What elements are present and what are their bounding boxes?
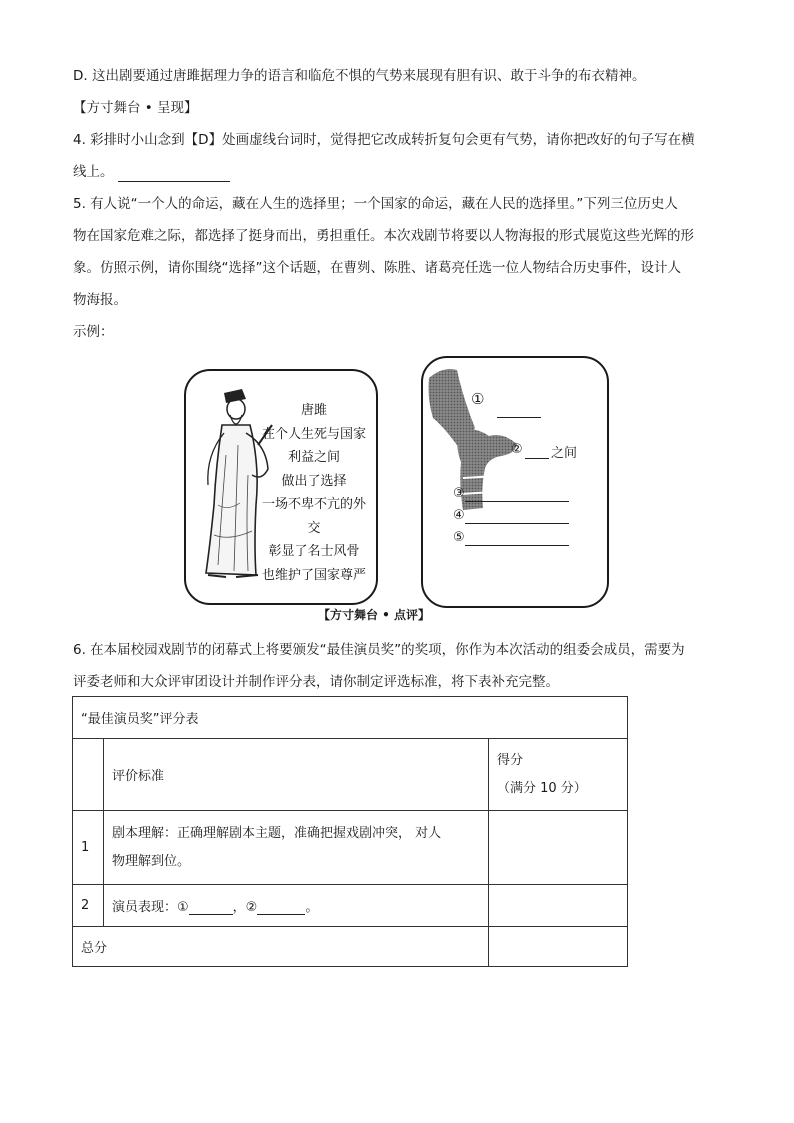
marker-4: ④: [453, 508, 465, 523]
poster-template-blank: [421, 356, 609, 608]
poster-line: 在个人生死与国家: [261, 426, 366, 442]
score-cell[interactable]: [489, 885, 628, 927]
question-5-line-3: 象。仿照示例，请你围绕“选择”这个话题，在曹刿、陈胜、诸葛亮任选一位人物结合历史事件，设计人: [73, 260, 681, 276]
poster-line: 利益之间: [287, 450, 340, 465]
question-6-line-1: 6. 在本届校园戏剧节的闭幕式上将要颁发“最佳演员奖”的奖项，你作为本次活动的组委会成员，需要为: [73, 642, 685, 658]
poster-line: 唐雎: [300, 403, 327, 418]
option-d-text: D. 这出剧要通过唐雎据理力争的语言和临危不惧的气势来展现有胆有识、敢于斗争的布衣精神。: [73, 68, 646, 84]
criteria-prefix: 演员表现：①: [112, 900, 189, 915]
question-5-line-1: 5. 有人说“一个人的命运，藏在人生的选择里；一个国家的命运，藏在人民的选择里。”下列三位历史人: [73, 196, 678, 212]
header-score-max: （满分 10 分）: [497, 780, 587, 796]
blank-line-2[interactable]: [525, 457, 549, 459]
fill-blank-2[interactable]: [257, 900, 305, 915]
header-score-cell: [489, 739, 628, 811]
marker-2: ②: [511, 442, 523, 457]
criteria-cell: [104, 811, 489, 885]
poster-line: 也维护了国家尊严: [261, 567, 366, 583]
section-heading-present: 【方寸舞台 • 呈现】: [73, 100, 198, 116]
poster-line: 彰显了名士风骨: [268, 544, 360, 559]
blank-line-1[interactable]: [497, 416, 541, 418]
table-title-row: [73, 697, 628, 739]
marker-1: ①: [471, 390, 485, 408]
figure-silhouette-icon: [423, 358, 607, 606]
blank-line-5[interactable]: [465, 544, 569, 546]
table-header-row: [73, 739, 628, 811]
poster-example-tang-ju: [184, 369, 378, 605]
criteria-suffix: 。: [305, 900, 319, 915]
total-label: 总分: [73, 927, 489, 967]
blank-line-3[interactable]: [465, 500, 569, 502]
header-score: 得分: [497, 752, 524, 768]
answer-blank-4[interactable]: [118, 167, 230, 182]
criteria-text-line: 物理解到位。: [112, 853, 191, 869]
poster-example-text: [252, 399, 376, 587]
criteria-text-line: 剧本理解：正确理解剧本主题，准确把握戏剧冲突， 对人: [112, 825, 442, 841]
total-score-cell[interactable]: [489, 927, 628, 967]
between-label: 之间: [551, 446, 578, 461]
marker-3: ③: [453, 486, 465, 501]
question-6-line-2: 评委老师和大众评审团设计并制作评分表，请你制定评选标准，将下表补充完整。: [73, 674, 559, 690]
poster-line: 交: [307, 520, 321, 536]
score-table: [72, 696, 628, 967]
table-row: [73, 811, 628, 885]
question-4-line-1: 4. 彩排时小山念到【D】处画虚线台词时，觉得把它改成转折复句会更有气势，请你把改好的句子写在横: [73, 132, 695, 148]
poster-line: 一场不卑不亢的外: [261, 497, 366, 512]
score-cell[interactable]: [489, 811, 628, 885]
question-4-line-2-text: 线上。: [73, 164, 114, 180]
table-total-row: [73, 927, 628, 967]
header-criteria: 评价标准: [104, 739, 489, 811]
header-number-cell: [73, 739, 104, 811]
row-number: 2: [73, 885, 104, 927]
marker-5: ⑤: [453, 530, 465, 545]
row-number: 1: [73, 811, 104, 885]
question-4-line-2: [73, 162, 230, 182]
table-row: [73, 885, 628, 927]
section-heading-review: 【方寸舞台 • 点评】: [318, 608, 431, 622]
question-5-line-2: 物在国家危难之际，都选择了挺身而出，勇担重任。本次戏剧节将要以人物海报的形式展览这些光辉的形: [73, 228, 694, 244]
example-label: 示例：: [73, 324, 114, 340]
criteria-cell: [104, 885, 489, 927]
poster-line: 做出了选择: [281, 473, 347, 489]
table-title: “最佳演员奖”评分表: [73, 697, 628, 739]
question-5-line-4: 物海报。: [73, 292, 127, 308]
criteria-mid: ，②: [232, 900, 258, 915]
blank-line-4[interactable]: [465, 522, 569, 524]
fill-blank-1[interactable]: [189, 900, 233, 915]
